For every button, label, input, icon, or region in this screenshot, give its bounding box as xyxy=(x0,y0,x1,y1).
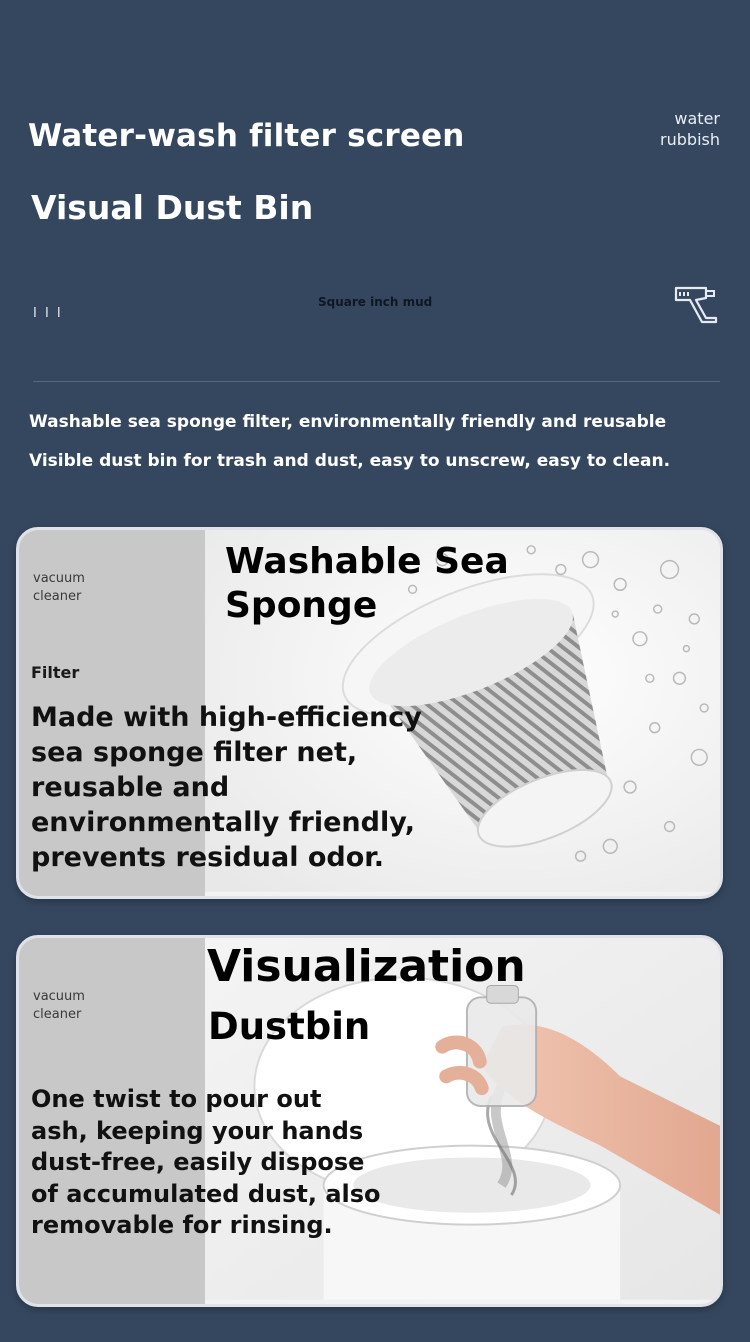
tag-line-rubbish: rubbish xyxy=(660,130,720,149)
tick-marks: I I I xyxy=(33,306,63,321)
card-title-dustbin: Dustbin xyxy=(208,1005,371,1048)
page-title: Water-wash filter screen xyxy=(28,118,465,154)
tag-line-cleaner: cleaner xyxy=(33,1007,82,1022)
water-rubbish-tag xyxy=(660,108,720,150)
sponge-filter-card xyxy=(16,527,723,899)
description-dustbin: Visible dust bin for trash and dust, easy to unscrew, easy to clean. xyxy=(29,451,671,471)
card-title-sponge xyxy=(225,540,509,628)
vacuum-cleaner-tag xyxy=(33,570,85,606)
dustbin-card xyxy=(16,935,723,1307)
section-divider xyxy=(33,381,720,382)
vacuum-cleaner-tag xyxy=(33,988,85,1024)
sponge-description: Made with high-efficiency sea sponge filter net, reusable and environmentally friendly, prevents residual odor. xyxy=(31,702,422,873)
title-line-1: Washable Sea xyxy=(225,541,509,582)
square-inch-mud-label: Square inch mud xyxy=(318,295,433,309)
tag-line-vacuum: vacuum xyxy=(33,571,85,586)
tag-line-vacuum: vacuum xyxy=(33,989,85,1004)
dustbin-description: One twist to pour out ash, keeping your hands dust-free, easily dispose of accumulated dust, also removable for rinsing. xyxy=(31,1085,381,1239)
card-title-visualization: Visualization xyxy=(207,941,526,992)
page-subtitle: Visual Dust Bin xyxy=(31,188,314,227)
tag-line-cleaner: cleaner xyxy=(33,589,82,604)
tag-line-water: water xyxy=(674,109,720,128)
description-filter: Washable sea sponge filter, environmentally friendly and reusable xyxy=(29,412,667,432)
title-line-2: Sponge xyxy=(225,585,378,626)
vacuum-gun-icon xyxy=(672,282,720,324)
filter-label: Filter xyxy=(31,663,80,682)
